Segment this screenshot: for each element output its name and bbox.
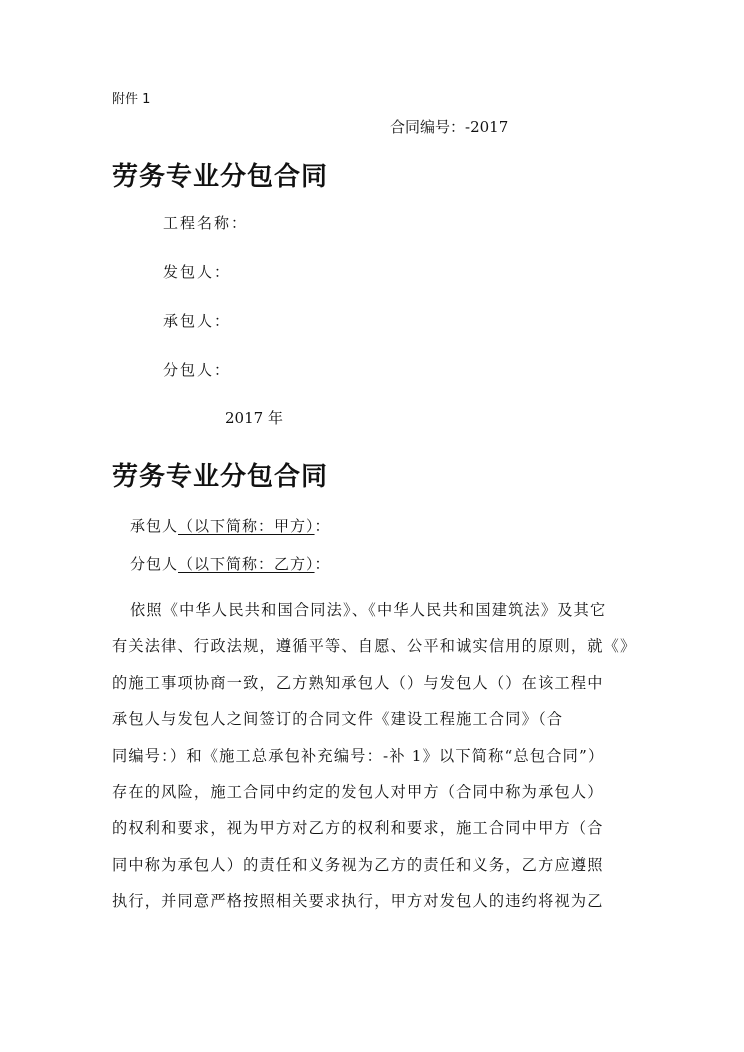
party-a-colon: ： xyxy=(314,517,331,535)
cover-year: 2017 年 xyxy=(225,409,283,427)
body-line: 依照《中华人民共和国合同法》、《中华人民共和国建筑法》及其它 xyxy=(130,601,607,619)
body-line: 的施工事项协商一致，乙方熟知承包人（）与发包人（）在该工程中 xyxy=(112,673,604,692)
subcontractor-field: 分包人： xyxy=(163,361,232,379)
body-line: 存在的风险，施工合同中约定的发包人对甲方（合同中称为承包人） xyxy=(112,782,604,801)
project-name-field: 工程名称： xyxy=(163,214,249,232)
attachment-label: 附件 1 xyxy=(112,92,151,107)
party-a-label: 承包人 xyxy=(130,517,179,535)
contractor-field: 承包人： xyxy=(163,312,232,330)
body-line: 同中称为承包人）的责任和义务视为乙方的责任和义务，乙方应遵照 xyxy=(112,855,604,874)
body-line: 承包人与发包人之间签订的合同文件《建设工程施工合同》（合 xyxy=(112,710,564,729)
body-line: 有关法律、行政法规，遵循平等、自愿、公平和诚实信用的原则，就《》 xyxy=(112,637,637,656)
party-b-paren: （以下简称：乙方） xyxy=(178,555,315,573)
body-line: 同编号：）和《施工总承包补充编号：-补 1》以下简称“总包合同”） xyxy=(112,746,605,765)
party-b-line xyxy=(130,553,331,574)
body-line: 执行，并同意严格按照相关要求执行，甲方对发包人的违约将视为乙 xyxy=(112,892,604,911)
party-b-label: 分包人 xyxy=(130,555,179,573)
party-a-line xyxy=(130,515,331,536)
party-b-colon: ： xyxy=(314,555,331,573)
employer-field: 发包人： xyxy=(163,263,232,281)
cover-title: 劳务专业分包合同 xyxy=(112,162,329,192)
main-title: 劳务专业分包合同 xyxy=(112,462,329,492)
body-line: 的权利和要求，视为甲方对乙方的权利和要求，施工合同中甲方（合 xyxy=(112,819,604,838)
contract-number: 合同编号：-2017 xyxy=(390,118,509,136)
party-a-paren: （以下简称：甲方） xyxy=(178,517,315,535)
contract-body xyxy=(112,592,637,920)
